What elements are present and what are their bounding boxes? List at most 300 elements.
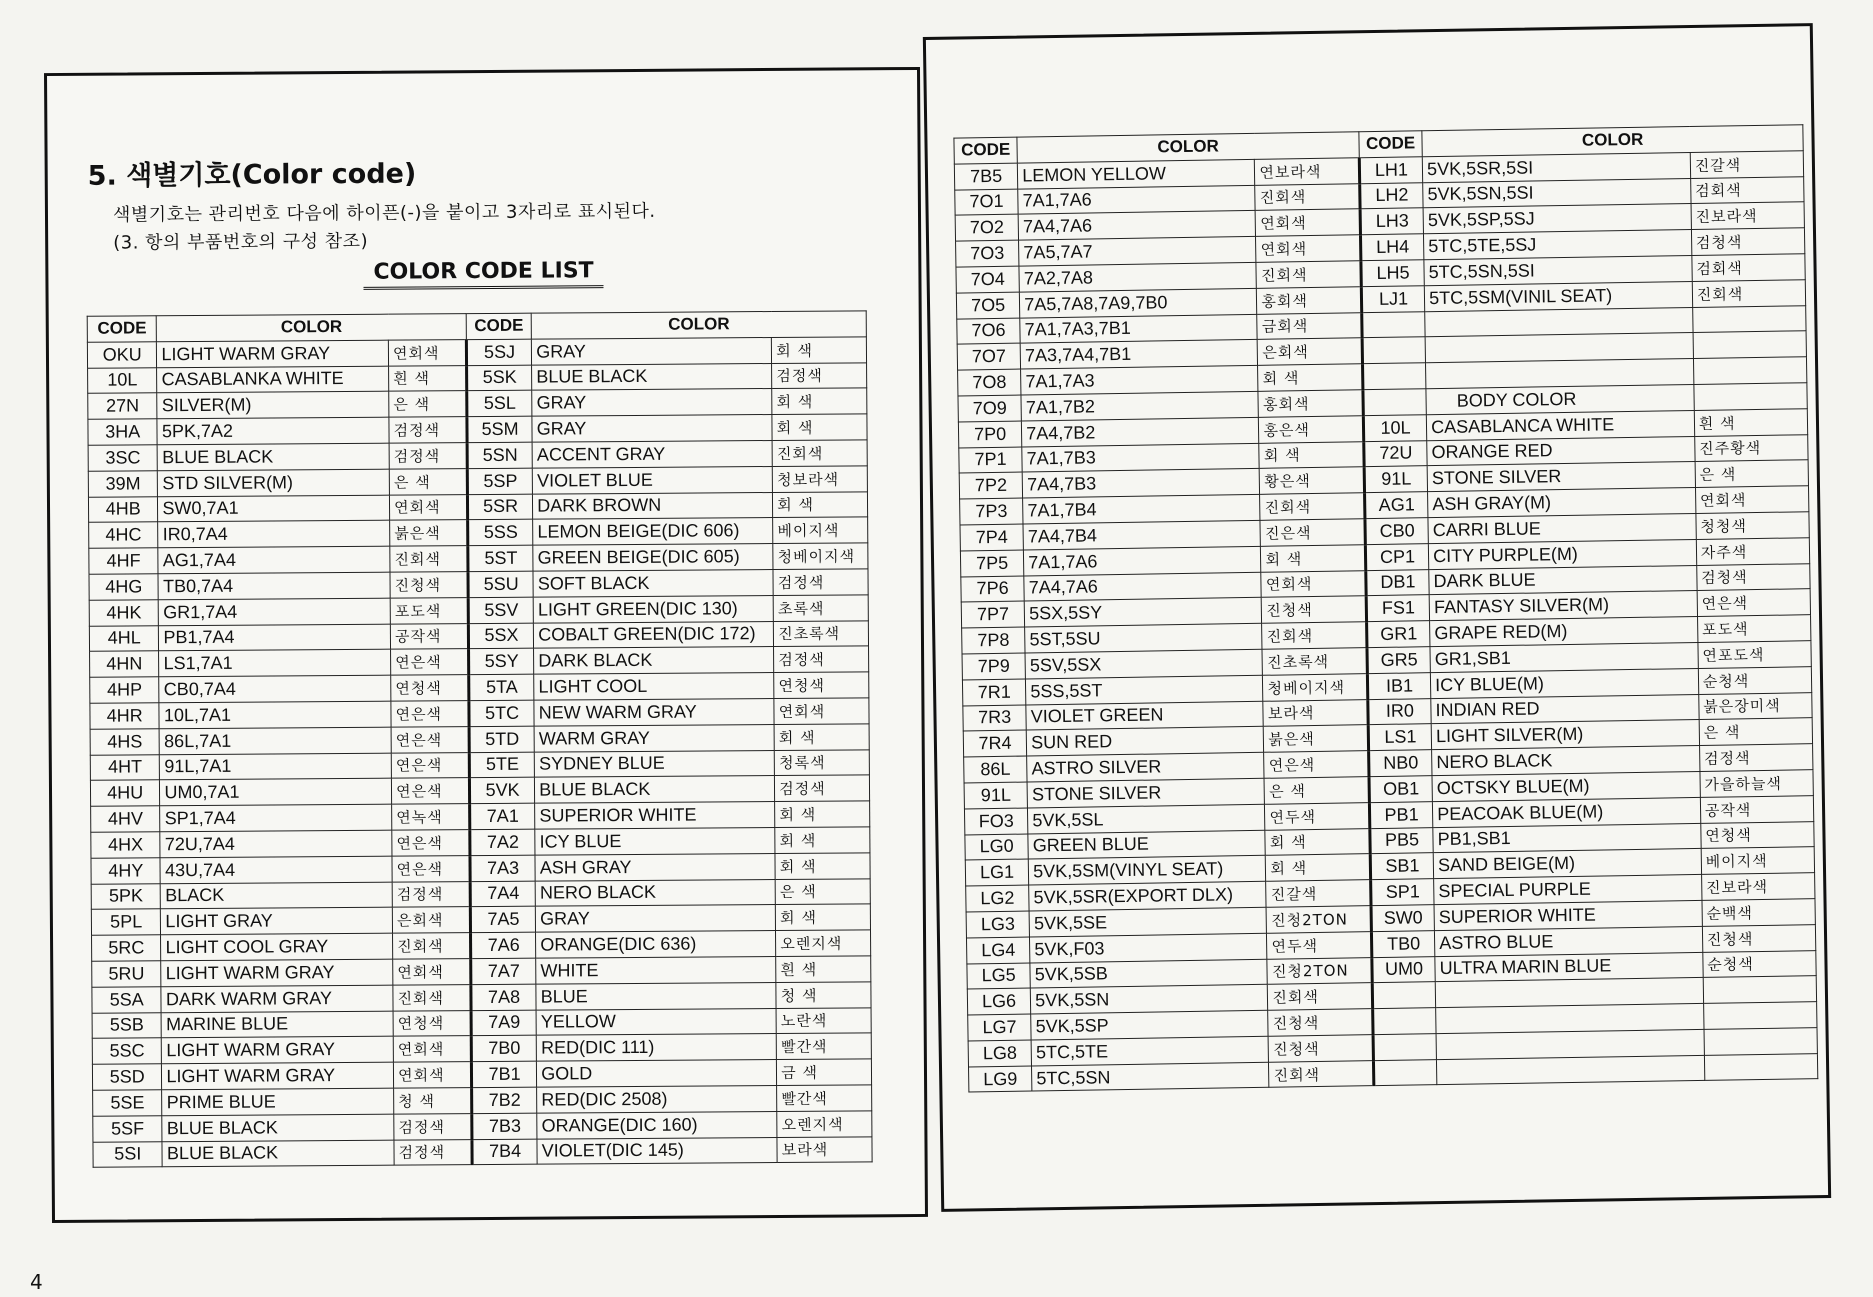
color-name-cell: 7A4,7B4 bbox=[1023, 520, 1261, 550]
korean-color-cell: 공작색 bbox=[1700, 795, 1814, 823]
color-name-cell: 7A1,7A6 bbox=[1018, 185, 1256, 215]
color-code-cell: 72U bbox=[1364, 440, 1428, 467]
color-name-cell: 5VK,5SE bbox=[1029, 907, 1267, 937]
color-name-cell: STONE SILVER bbox=[1027, 778, 1265, 808]
color-code-cell: 10L bbox=[88, 367, 158, 393]
korean-color-cell: 진청색 bbox=[1268, 1035, 1373, 1062]
korean-color-cell: 진초록색 bbox=[774, 620, 869, 646]
color-code-cell: LH5 bbox=[1361, 260, 1425, 287]
color-code-cell: IR0 bbox=[1368, 698, 1432, 725]
color-code-cell: 5PK bbox=[91, 883, 161, 909]
color-code-cell: SW0 bbox=[1371, 905, 1435, 932]
color-code-cell: 5TD bbox=[469, 726, 534, 752]
color-code-cell: 7P6 bbox=[961, 576, 1025, 603]
color-code-cell: LG0 bbox=[965, 834, 1029, 861]
korean-color-cell: 연회색 bbox=[1695, 486, 1809, 514]
color-code-cell: 7P2 bbox=[959, 472, 1023, 499]
color-name-cell: CARRI BLUE bbox=[1428, 513, 1696, 543]
color-name-cell: ICY BLUE(M) bbox=[1430, 668, 1698, 698]
color-name-cell: SP1,7A4 bbox=[160, 804, 392, 831]
korean-color-cell: 진청2TON bbox=[1267, 957, 1372, 984]
color-name-cell: 5TC,5SN,5SI bbox=[1424, 255, 1692, 285]
color-name-cell: BODY COLOR bbox=[1426, 384, 1694, 414]
color-code-cell: 4HF bbox=[89, 548, 159, 574]
color-code-cell: OKU bbox=[87, 342, 157, 368]
color-name-cell: 5TC,5SN bbox=[1032, 1062, 1270, 1092]
description-line-1: 색별기호는 관리번호 다음에 하이픈(-)을 붙이고 3자리로 표시된다. bbox=[112, 200, 656, 226]
color-name-cell: BLUE bbox=[536, 982, 776, 1009]
korean-color-cell: 연은색 bbox=[391, 778, 469, 804]
color-code-cell: 4HS bbox=[90, 729, 160, 755]
color-code-cell: 7R4 bbox=[963, 730, 1027, 757]
color-code-cell: 5SK bbox=[466, 365, 531, 391]
color-name-cell: SUPERIOR WHITE bbox=[1434, 900, 1702, 930]
korean-color-cell: 자주색 bbox=[1696, 537, 1810, 565]
color-name-cell: ORANGE(DIC 160) bbox=[537, 1111, 777, 1138]
korean-color-cell: 포도색 bbox=[1697, 615, 1811, 643]
color-code-cell: 7O6 bbox=[957, 318, 1021, 345]
korean-color-cell: 검정색 bbox=[394, 1139, 472, 1165]
color-name-cell: 5VK,5SP bbox=[1031, 1010, 1269, 1040]
color-code-cell: 5SF bbox=[93, 1115, 163, 1141]
color-name-cell: 86L,7A1 bbox=[160, 727, 392, 754]
color-code-cell: 7A5 bbox=[470, 906, 535, 932]
color-name-cell: LIGHT WARM GRAY bbox=[162, 1036, 394, 1063]
korean-color-cell: 초록색 bbox=[773, 595, 868, 621]
description-line-2: (3. 항의 부품번호의 구성 참조) bbox=[113, 230, 369, 254]
color-code-cell: 5SE bbox=[93, 1090, 163, 1116]
korean-color-cell: 연회색 bbox=[1256, 209, 1361, 236]
color-name-cell: SYDNEY BLUE bbox=[534, 750, 774, 777]
color-name-cell: 91L,7A1 bbox=[160, 753, 392, 780]
korean-color-cell: 연은색 bbox=[392, 855, 470, 881]
korean-color-cell: 진초록색 bbox=[1262, 648, 1367, 675]
color-code-cell: LG1 bbox=[965, 859, 1029, 886]
color-code-cell: 4HK bbox=[89, 600, 159, 626]
korean-color-cell: 진회색 bbox=[1262, 622, 1367, 649]
color-code-cell: 7P3 bbox=[960, 498, 1024, 525]
korean-color-cell: 연두색 bbox=[1265, 802, 1370, 829]
color-name-cell: 7A1,7A3,7B1 bbox=[1020, 314, 1258, 344]
color-name-cell: WARM GRAY bbox=[534, 724, 774, 751]
color-name-cell: YELLOW bbox=[536, 1008, 776, 1035]
color-code-cell: LG8 bbox=[968, 1040, 1032, 1067]
korean-color-cell: 검회색 bbox=[1690, 176, 1804, 204]
color-code-cell: 7P7 bbox=[961, 601, 1025, 628]
color-code-cell: 7O2 bbox=[955, 214, 1019, 241]
korean-color-cell: 은 색 bbox=[1699, 718, 1813, 746]
korean-color-cell: 진은색 bbox=[1260, 519, 1365, 546]
color-code-cell: 5SR bbox=[467, 494, 532, 520]
color-name-cell: DARK BLACK bbox=[534, 647, 774, 674]
color-code-cell bbox=[1362, 363, 1426, 390]
color-name-cell: 7A3,7A4,7B1 bbox=[1020, 340, 1258, 370]
color-name-cell: 7A5,7A8,7A9,7B0 bbox=[1020, 288, 1258, 318]
korean-color-cell: 회 색 bbox=[772, 388, 867, 414]
left-table-body bbox=[87, 337, 872, 1168]
color-name-cell: 43U,7A4 bbox=[160, 856, 392, 883]
color-code-cell: 7P0 bbox=[958, 421, 1022, 448]
color-name-cell: LIGHT WARM GRAY bbox=[162, 1062, 394, 1089]
korean-color-cell: 연회색 bbox=[393, 1062, 471, 1088]
color-code-cell: 4HR bbox=[90, 703, 160, 729]
color-code-cell: LG2 bbox=[966, 885, 1030, 912]
korean-color-cell: 검회색 bbox=[1692, 254, 1806, 282]
korean-color-cell: 순청색 bbox=[1703, 950, 1817, 978]
color-code-cell: 4HX bbox=[91, 832, 161, 858]
color-name-cell: 5VK,5SB bbox=[1030, 959, 1268, 989]
color-code-cell: 7P8 bbox=[962, 627, 1026, 654]
color-code-cell: 10L bbox=[1363, 414, 1427, 441]
color-name-cell: 7A4,7A6 bbox=[1024, 572, 1262, 602]
korean-color-cell: 진청색 bbox=[390, 572, 468, 598]
color-code-cell: LG3 bbox=[966, 911, 1030, 938]
color-code-cell: 4HT bbox=[90, 754, 160, 780]
korean-color-cell: 회 색 bbox=[1266, 854, 1371, 881]
color-code-cell: 5SM bbox=[467, 416, 532, 442]
color-name-cell: 5VK,5SP,5SJ bbox=[1423, 204, 1691, 234]
color-name-cell: BLACK bbox=[161, 882, 393, 909]
color-code-cell: LG4 bbox=[966, 937, 1030, 964]
color-name-cell: GRAPE RED(M) bbox=[1430, 617, 1698, 647]
korean-color-cell: 연청색 bbox=[393, 1010, 471, 1036]
color-name-cell: ORANGE(DIC 636) bbox=[536, 931, 776, 958]
korean-color-cell: 연은색 bbox=[391, 752, 469, 778]
korean-color-cell: 공작색 bbox=[390, 623, 468, 649]
color-code-cell: 7B3 bbox=[472, 1113, 537, 1139]
color-code-cell: LG7 bbox=[968, 1014, 1032, 1041]
color-name-cell: ORANGE RED bbox=[1427, 436, 1695, 466]
color-name-cell: SW0,7A1 bbox=[158, 495, 390, 522]
color-name-cell: OCTSKY BLUE(M) bbox=[1432, 771, 1700, 801]
color-name-cell: 5VK,5SR,5SI bbox=[1422, 152, 1690, 182]
color-code-cell: FO3 bbox=[964, 808, 1028, 835]
color-name-cell: MARINE BLUE bbox=[162, 1011, 394, 1038]
korean-color-cell: 청청색 bbox=[1696, 512, 1810, 540]
korean-color-cell: 연회색 bbox=[1256, 235, 1361, 262]
korean-color-cell: 연은색 bbox=[391, 726, 469, 752]
color-name-cell: GR1,7A4 bbox=[159, 598, 391, 625]
table-row bbox=[93, 1136, 872, 1167]
color-code-cell: 5ST bbox=[468, 545, 533, 571]
color-code-cell: 4HG bbox=[89, 574, 159, 600]
korean-color-cell: 진회색 bbox=[393, 984, 471, 1010]
korean-color-cell: 가을하늘색 bbox=[1700, 770, 1814, 798]
korean-color-cell: 보라색 bbox=[777, 1136, 872, 1162]
color-code-cell bbox=[1363, 389, 1427, 416]
korean-color-cell: 베이지색 bbox=[773, 517, 868, 543]
color-name-cell: PB1,7A4 bbox=[159, 624, 391, 651]
korean-color-cell: 회 색 bbox=[1259, 441, 1364, 468]
korean-color-cell: 은 색 bbox=[1264, 777, 1369, 804]
color-name-cell: COBALT GREEN(DIC 172) bbox=[534, 621, 774, 648]
color-code-cell: 4HB bbox=[88, 496, 158, 522]
color-code-cell: 7O4 bbox=[956, 266, 1020, 293]
color-name-cell: ASTRO BLUE bbox=[1435, 926, 1703, 956]
korean-color-cell: 진회색 bbox=[390, 546, 468, 572]
korean-color-cell: 오렌지색 bbox=[776, 930, 871, 956]
korean-color-cell: 금 색 bbox=[777, 1059, 872, 1085]
color-code-cell: 5SB bbox=[92, 1012, 162, 1038]
color-code-cell: 91L bbox=[964, 782, 1028, 809]
color-name-cell: NEW WARM GRAY bbox=[534, 698, 774, 725]
left-color-code-table bbox=[87, 310, 873, 1168]
color-code-cell: 5PL bbox=[91, 909, 161, 935]
color-code-cell: UM0 bbox=[1372, 956, 1436, 983]
color-name-cell: 5VK,5SM(VINYL SEAT) bbox=[1028, 856, 1266, 886]
color-code-cell: SP1 bbox=[1371, 879, 1435, 906]
color-code-cell: 7O7 bbox=[957, 343, 1021, 370]
color-name-cell: 7A4,7A6 bbox=[1018, 211, 1256, 241]
korean-color-cell: 연청색 bbox=[391, 675, 469, 701]
korean-color-cell: 진회색 bbox=[772, 440, 867, 466]
korean-color-cell: 진회색 bbox=[1256, 261, 1361, 288]
color-code-cell: PB1 bbox=[1369, 801, 1433, 828]
korean-color-cell: 진청색 bbox=[1268, 1009, 1373, 1036]
color-code-cell: OB1 bbox=[1369, 776, 1433, 803]
korean-color-cell: 붉은장미색 bbox=[1699, 692, 1813, 720]
color-code-cell: PB5 bbox=[1370, 827, 1434, 854]
color-name-cell: SAND BEIGE(M) bbox=[1433, 849, 1701, 879]
color-name-cell: 5VK,F03 bbox=[1030, 933, 1268, 963]
korean-color-cell: 진보라색 bbox=[1691, 202, 1805, 230]
color-code-cell: GR5 bbox=[1367, 647, 1431, 674]
color-code-cell: GR1 bbox=[1366, 621, 1430, 648]
color-code-cell bbox=[1373, 1059, 1437, 1086]
korean-color-cell: 진회색 bbox=[1692, 280, 1806, 308]
color-code-cell: 4HV bbox=[91, 806, 161, 832]
color-code-cell: 5TC bbox=[469, 700, 534, 726]
color-name-cell: ULTRA MARIN BLUE bbox=[1435, 952, 1703, 982]
korean-color-cell: 연회색 bbox=[390, 494, 468, 520]
korean-color-cell bbox=[1693, 357, 1807, 385]
korean-color-cell bbox=[1694, 383, 1808, 411]
color-name-cell: STONE SILVER bbox=[1427, 462, 1695, 492]
color-code-cell: 5SV bbox=[468, 597, 533, 623]
color-code-cell: 5SC bbox=[92, 1038, 162, 1064]
color-code-cell: 5SI bbox=[93, 1141, 163, 1167]
color-name-cell: CB0,7A4 bbox=[159, 675, 391, 702]
right-color-code-table bbox=[953, 124, 1818, 1093]
color-code-cell: 3HA bbox=[88, 419, 158, 445]
color-code-cell: LG5 bbox=[967, 962, 1031, 989]
color-code-cell: 4HN bbox=[90, 651, 160, 677]
korean-color-cell: 청 색 bbox=[776, 982, 871, 1008]
korean-color-cell: 연청색 bbox=[774, 672, 869, 698]
korean-color-cell: 오렌지색 bbox=[777, 1111, 872, 1137]
color-name-cell: SUN RED bbox=[1026, 727, 1264, 757]
korean-color-cell: 청베이지색 bbox=[1263, 673, 1368, 700]
color-name-cell: 5TC,5SM(VINIL SEAT) bbox=[1424, 281, 1692, 311]
color-code-cell: 7R3 bbox=[963, 705, 1027, 732]
color-name-cell: DARK BROWN bbox=[533, 492, 773, 519]
korean-color-cell: 빨간색 bbox=[776, 1033, 871, 1059]
korean-color-cell: 연회색 bbox=[1261, 570, 1366, 597]
color-code-cell: 7P4 bbox=[960, 524, 1024, 551]
color-code-cell: 39M bbox=[88, 471, 158, 497]
color-code-cell: 5SJ bbox=[466, 339, 531, 365]
color-code-cell: 86L bbox=[964, 756, 1028, 783]
color-name-cell: LIGHT SILVER(M) bbox=[1431, 720, 1699, 750]
color-name-cell: FANTASY SILVER(M) bbox=[1429, 591, 1697, 621]
korean-color-cell: 진회색 bbox=[393, 933, 471, 959]
korean-color-cell: 연은색 bbox=[1697, 589, 1811, 617]
color-code-cell: 7O9 bbox=[958, 395, 1022, 422]
color-name-cell: CITY PURPLE(M) bbox=[1428, 539, 1696, 569]
korean-color-cell: 연은색 bbox=[392, 830, 470, 856]
korean-color-cell: 검정색 bbox=[389, 443, 467, 469]
korean-color-cell: 진갈색 bbox=[1690, 151, 1804, 179]
code-header: CODE bbox=[466, 313, 531, 339]
korean-color-cell bbox=[1692, 305, 1806, 333]
color-name-cell: LIGHT COOL GRAY bbox=[161, 933, 393, 960]
korean-color-cell: 흰 색 bbox=[776, 956, 871, 982]
color-code-cell: 4HC bbox=[89, 522, 159, 548]
color-name-cell: 5VK,5SN,5SI bbox=[1423, 178, 1691, 208]
korean-color-cell: 연은색 bbox=[1264, 751, 1369, 778]
color-name-cell: CASABLANCA WHITE bbox=[1426, 410, 1694, 440]
color-code-cell: 5SP bbox=[467, 468, 532, 494]
color-name-cell: GREEN BLUE bbox=[1028, 830, 1266, 860]
korean-color-cell: 빨간색 bbox=[777, 1085, 872, 1111]
color-name-cell: ASTRO SILVER bbox=[1027, 752, 1265, 782]
color-name-cell: SILVER(M) bbox=[157, 392, 389, 419]
color-code-cell: 5RU bbox=[92, 961, 162, 987]
color-code-cell: TB0 bbox=[1371, 930, 1435, 957]
color-name-cell: LEMON BEIGE(DIC 606) bbox=[533, 518, 773, 545]
color-code-cell bbox=[1373, 1034, 1437, 1061]
color-code-cell: IB1 bbox=[1367, 672, 1431, 699]
color-name-cell: NERO BLACK bbox=[535, 879, 775, 906]
color-name-cell: ASH GRAY bbox=[535, 853, 775, 880]
korean-color-cell: 진회색 bbox=[1268, 983, 1373, 1010]
color-code-cell: 4HP bbox=[90, 677, 160, 703]
color-name-cell: SOFT BLACK bbox=[533, 569, 773, 596]
color-code-cell: 7P1 bbox=[959, 447, 1023, 474]
color-code-cell: 5SY bbox=[468, 649, 533, 675]
korean-color-cell: 연보라색 bbox=[1255, 158, 1360, 185]
korean-color-cell: 흰 색 bbox=[389, 365, 467, 391]
color-name-cell: LIGHT GREEN(DIC 130) bbox=[533, 595, 773, 622]
color-code-cell: 27N bbox=[88, 393, 158, 419]
color-code-cell: 4HY bbox=[91, 858, 161, 884]
korean-color-cell: 검정색 bbox=[1699, 744, 1813, 772]
color-name-cell: UM0,7A1 bbox=[160, 779, 392, 806]
color-name-cell: ACCENT GRAY bbox=[532, 440, 772, 467]
color-name-cell: TB0,7A4 bbox=[158, 572, 390, 599]
color-code-cell bbox=[1373, 1008, 1437, 1035]
color-name-cell: PEACOAK BLUE(M) bbox=[1433, 797, 1701, 827]
color-name-cell: 5VK,5SR(EXPORT DLX) bbox=[1029, 881, 1267, 911]
korean-color-cell: 황은색 bbox=[1260, 467, 1365, 494]
korean-color-cell: 진주황색 bbox=[1694, 434, 1808, 462]
color-code-cell: 7O1 bbox=[955, 189, 1019, 216]
korean-color-cell: 연회색 bbox=[388, 339, 466, 365]
color-name-cell: SUPERIOR WHITE bbox=[535, 802, 775, 829]
color-code-cell: 7A7 bbox=[471, 958, 536, 984]
color-name-cell: DARK BLUE bbox=[1429, 565, 1697, 595]
color-code-cell: 5VK bbox=[469, 778, 534, 804]
korean-color-cell: 검정색 bbox=[775, 775, 870, 801]
korean-color-cell: 회 색 bbox=[1265, 828, 1370, 855]
korean-color-cell: 은 색 bbox=[1695, 460, 1809, 488]
color-name-cell bbox=[1437, 1055, 1705, 1085]
color-name-cell: BLUE BLACK bbox=[162, 1140, 394, 1167]
color-name-cell: BLUE BLACK bbox=[162, 1114, 394, 1141]
color-name-cell: GREEN BEIGE(DIC 605) bbox=[533, 544, 773, 571]
color-name-cell: 7A1,7B4 bbox=[1023, 494, 1261, 524]
korean-color-cell: 청록색 bbox=[774, 749, 869, 775]
korean-color-cell: 검청색 bbox=[1697, 563, 1811, 591]
korean-color-cell: 베이지색 bbox=[1701, 847, 1815, 875]
color-code-cell: CP1 bbox=[1365, 543, 1429, 570]
korean-color-cell: 진청색 bbox=[1702, 924, 1816, 952]
color-name-cell: INDIAN RED bbox=[1431, 694, 1699, 724]
color-name-cell: AG1,7A4 bbox=[158, 546, 390, 573]
color-name-cell: 5ST,5SU bbox=[1025, 623, 1263, 653]
color-name-cell: SPECIAL PURPLE bbox=[1434, 875, 1702, 905]
color-name-cell: 5SS,5ST bbox=[1026, 675, 1264, 705]
color-code-cell: 7R1 bbox=[962, 679, 1026, 706]
color-code-cell: FS1 bbox=[1366, 595, 1430, 622]
korean-color-cell: 연녹색 bbox=[392, 804, 470, 830]
color-name-cell: GRAY bbox=[532, 389, 772, 416]
color-name-cell: 5TC,5TE bbox=[1031, 1036, 1269, 1066]
color-name-cell: 7A1,7A3 bbox=[1021, 366, 1259, 396]
color-name-cell: GOLD bbox=[537, 1060, 777, 1087]
color-code-cell: 5SX bbox=[468, 623, 533, 649]
korean-color-cell: 회 색 bbox=[775, 827, 870, 853]
korean-color-cell: 홍회색 bbox=[1257, 286, 1362, 313]
color-name-cell: IR0,7A4 bbox=[158, 521, 390, 548]
color-code-list-title: COLOR CODE LIST bbox=[363, 258, 603, 290]
color-name-cell: 5VK,5SL bbox=[1028, 804, 1266, 834]
color-name-cell: 7A1,7A6 bbox=[1024, 546, 1262, 576]
korean-color-cell: 순백색 bbox=[1702, 899, 1816, 927]
color-header: COLOR bbox=[157, 314, 467, 342]
color-code-cell: LS1 bbox=[1368, 724, 1432, 751]
color-code-cell: 5SU bbox=[468, 571, 533, 597]
korean-color-cell: 노란색 bbox=[776, 1007, 871, 1033]
color-name-cell: 7A5,7A7 bbox=[1019, 237, 1257, 267]
color-name-cell: 72U,7A4 bbox=[160, 830, 392, 857]
color-header: COLOR bbox=[531, 311, 866, 339]
color-name-cell: 5SV,5SX bbox=[1025, 649, 1263, 679]
color-name-cell: BLUE BLACK bbox=[535, 776, 775, 803]
color-code-cell: 4HU bbox=[90, 780, 160, 806]
color-code-cell bbox=[1362, 337, 1426, 364]
color-name-cell: ASH GRAY(M) bbox=[1428, 488, 1696, 518]
korean-color-cell: 순청색 bbox=[1698, 666, 1812, 694]
color-name-cell: WHITE bbox=[536, 956, 776, 983]
color-code-cell: SB1 bbox=[1370, 853, 1434, 880]
korean-color-cell: 붉은색 bbox=[390, 520, 468, 546]
color-code-cell: LH1 bbox=[1359, 157, 1423, 184]
korean-color-cell: 연회색 bbox=[393, 1036, 471, 1062]
color-code-cell: 5RC bbox=[92, 935, 162, 961]
color-code-cell: 7P5 bbox=[960, 550, 1024, 577]
korean-color-cell: 회 색 bbox=[772, 414, 867, 440]
color-name-cell: GRAY bbox=[532, 337, 772, 364]
color-name-cell: LIGHT GRAY bbox=[161, 907, 393, 934]
section-title: 5. 색별기호(Color code) bbox=[87, 158, 417, 192]
korean-color-cell: 회 색 bbox=[772, 337, 867, 363]
color-name-cell: VIOLET GREEN bbox=[1026, 701, 1264, 731]
color-name-cell: 7A4,7B2 bbox=[1022, 417, 1260, 447]
color-code-cell: 5SS bbox=[468, 520, 533, 546]
korean-color-cell: 포도색 bbox=[390, 597, 468, 623]
korean-color-cell: 흰 색 bbox=[1694, 408, 1808, 436]
